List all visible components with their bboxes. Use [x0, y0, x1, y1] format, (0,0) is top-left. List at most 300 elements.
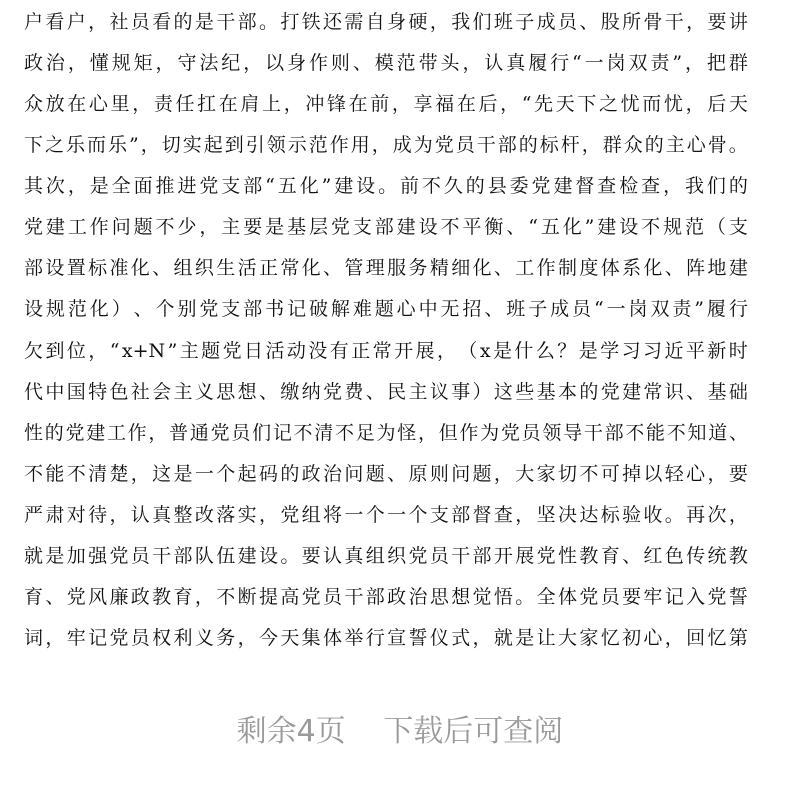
text-char: 实: [182, 134, 202, 157]
text-char: 能: [45, 462, 65, 485]
text-char: ，: [283, 93, 303, 116]
text-char: 其: [24, 175, 44, 198]
text-char: 招: [462, 298, 482, 321]
text-char: 员: [455, 134, 475, 157]
text-char: 行: [365, 626, 385, 649]
text-char: 推: [155, 175, 175, 198]
text-char: 下: [577, 93, 597, 116]
text-char: 度: [579, 257, 599, 280]
text-char: ，: [88, 339, 108, 362]
text-char: 队: [194, 544, 214, 567]
text-char: 干: [451, 544, 471, 567]
text-char: 之: [45, 134, 65, 157]
text-char: 衡: [484, 216, 504, 239]
text-char: 真: [344, 544, 364, 567]
text-char: ”: [129, 134, 139, 157]
text-char: “: [528, 216, 538, 239]
text-char: ，: [155, 52, 175, 75]
text-char: 化: [643, 257, 663, 280]
text-char: 不: [155, 216, 175, 239]
text-char: 设: [24, 298, 44, 321]
text-char: ，: [148, 421, 168, 444]
text-char: 管: [344, 257, 364, 280]
text-char: 肃: [45, 503, 65, 526]
text-char: 任: [175, 93, 195, 116]
text-char: 之: [599, 93, 619, 116]
text-char: 成: [536, 11, 556, 33]
text-char: 。: [280, 544, 300, 567]
text-char: 股: [600, 11, 620, 33]
text-char: 入: [686, 585, 706, 608]
text-char: 缴: [280, 380, 300, 403]
text-char: 党: [301, 585, 321, 608]
text-char: 设: [258, 544, 278, 567]
text-char: 部: [243, 175, 263, 198]
text-char: 议: [429, 380, 449, 403]
text-char: 作: [459, 421, 479, 444]
text-line: [24, 166, 748, 207]
text-char: 忆: [600, 626, 620, 649]
text-char: 切: [557, 462, 577, 485]
text-char: 范: [684, 216, 704, 239]
text-char: 班: [506, 298, 526, 321]
text-char: 日: [244, 339, 264, 362]
text-char: 在: [218, 93, 238, 116]
text-char: 干: [152, 544, 172, 567]
text-char: ，: [429, 11, 449, 33]
text-char: 不: [666, 421, 686, 444]
text-char: 岗: [606, 52, 626, 75]
text-char: 建: [396, 216, 416, 239]
text-line: [24, 43, 748, 84]
text-char: ？: [557, 339, 577, 362]
text-char: 活: [237, 257, 257, 280]
text-line: [24, 331, 748, 372]
text-char: 用: [350, 134, 370, 157]
text-line: [24, 289, 748, 330]
text-char: ”: [584, 216, 595, 239]
text-line: [24, 248, 748, 289]
text-char: 特: [88, 380, 108, 403]
text-char: 党: [199, 298, 219, 321]
text-char: 党: [707, 585, 727, 608]
text-char: 费: [344, 380, 364, 403]
text-char: ，: [663, 175, 683, 198]
text-char: 题: [472, 462, 492, 485]
text-char: ，: [707, 462, 727, 485]
text-char: 家: [579, 626, 599, 649]
text-char: 党: [210, 421, 230, 444]
text-char: 一: [387, 503, 407, 526]
text-char: 责: [153, 93, 173, 116]
text-char: 部: [451, 503, 471, 526]
text-char: 清: [314, 421, 334, 444]
text-char: 建: [597, 216, 617, 239]
text-char: 、: [686, 380, 706, 403]
text-char: 掉: [622, 462, 642, 485]
text-char: 硬: [408, 11, 428, 33]
text-char: 群: [602, 134, 622, 157]
text-char: ，: [436, 339, 456, 362]
text-char: 不: [421, 175, 441, 198]
text-char: 常: [280, 257, 300, 280]
text-char: 。: [258, 11, 278, 33]
text-char: 习: [621, 339, 641, 362]
text-char: 楚: [109, 462, 129, 485]
text-char: 查: [493, 503, 513, 526]
text-char: 我: [451, 11, 471, 33]
text-char: 带: [418, 52, 438, 75]
text-char: 、: [352, 52, 372, 75]
text-char: 再: [686, 503, 706, 526]
text-char: ，: [88, 11, 108, 33]
text-char: 轻: [664, 462, 684, 485]
text-char: 锋: [326, 93, 346, 116]
text-char: 下: [24, 134, 44, 157]
text-char: 乐: [66, 134, 86, 157]
text-char: 员: [521, 421, 541, 444]
text-char: 认: [484, 52, 504, 75]
text-char: 近: [664, 339, 684, 362]
text-char: 、: [579, 11, 599, 33]
text-char: 部: [237, 11, 257, 33]
text-char: 不: [66, 462, 86, 485]
text-char: 提: [258, 585, 278, 608]
text-char: 主: [221, 216, 241, 239]
text-char: 坚: [536, 503, 556, 526]
text-char: 红: [643, 544, 663, 567]
text-char: 后: [478, 93, 498, 116]
text-char: 。: [664, 503, 684, 526]
text-char: 无: [440, 298, 460, 321]
text-line: [24, 84, 748, 125]
text-char: 上: [262, 93, 282, 116]
text-char: 所: [622, 11, 642, 33]
text-char: 是: [515, 626, 535, 649]
text-char: 部: [604, 421, 624, 444]
text-char: 党: [536, 544, 556, 567]
text-char: 身: [387, 11, 407, 33]
text-char: 在: [348, 93, 368, 116]
text-char: 标: [539, 134, 559, 157]
text-char: 设: [45, 257, 65, 280]
text-char: 育: [24, 585, 44, 608]
text-char: 准: [109, 257, 129, 280]
text-char: 员: [130, 544, 150, 567]
text-char: 需: [344, 11, 364, 33]
text-char: 建: [237, 544, 257, 567]
text-char: 享: [413, 93, 433, 116]
text-char: 开: [493, 544, 513, 567]
text-char: 支: [352, 216, 372, 239]
text-char: 基: [287, 216, 307, 239]
text-char: 的: [644, 134, 664, 157]
text-char: 子: [515, 11, 535, 33]
text-char: 规: [111, 52, 131, 75]
text-char: 建: [622, 380, 642, 403]
text-char: 通: [189, 421, 209, 444]
text-char: 的: [465, 175, 485, 198]
text-char: 心: [686, 462, 706, 485]
text-char: “: [265, 175, 275, 198]
text-char: 标: [88, 257, 108, 280]
text-char: 党: [65, 421, 85, 444]
text-char: 领: [542, 421, 562, 444]
text-char: 干: [344, 585, 364, 608]
text-char: 范: [396, 52, 416, 75]
text-char: ，: [493, 462, 513, 485]
text-char: 是: [194, 11, 214, 33]
text-char: 会: [152, 380, 172, 403]
text-char: 没: [308, 339, 328, 362]
text-char: 扛: [197, 93, 217, 116]
text-char: 习: [643, 339, 663, 362]
text-char: 骨: [643, 11, 663, 33]
text-char: 、: [622, 544, 642, 567]
text-char: 把: [706, 52, 726, 75]
text-char: 党: [500, 421, 520, 444]
text-char: 员: [429, 544, 449, 567]
text-char: 真: [506, 52, 526, 75]
text-char: 纪: [221, 52, 241, 75]
text-char: 一: [194, 462, 214, 485]
text-char: 组: [301, 503, 321, 526]
text-char: 开: [394, 339, 414, 362]
text-char: 、: [323, 257, 343, 280]
text-char: 足: [355, 421, 375, 444]
text-char: 模: [374, 52, 394, 75]
text-char: 认: [130, 503, 150, 526]
text-char: 学: [600, 339, 620, 362]
text-char: 色: [109, 380, 129, 403]
text-char: 整: [173, 503, 193, 526]
text-char: 待: [88, 503, 108, 526]
text-char: 则: [330, 52, 350, 75]
text-char: 规: [45, 298, 65, 321]
text-char: ，: [686, 11, 706, 33]
text-char: 记: [287, 298, 307, 321]
text-char: 久: [443, 175, 463, 198]
text-char: 部: [497, 134, 517, 157]
text-char: 建: [728, 257, 748, 280]
text-char: 想: [237, 380, 257, 403]
text-char: 以: [643, 462, 663, 485]
text-char: 干: [664, 11, 684, 33]
text-char: 服: [387, 257, 407, 280]
text-char: 改: [194, 503, 214, 526]
text-char: 义: [194, 380, 214, 403]
text-char: 前: [370, 93, 390, 116]
text-char: 教: [152, 585, 172, 608]
text-char: 生: [216, 257, 236, 280]
text-char: 支: [429, 503, 449, 526]
text-char: 国: [66, 380, 86, 403]
text-char: ，: [684, 52, 704, 75]
text-char: 认: [323, 544, 343, 567]
text-char: 验: [622, 503, 642, 526]
text-char: 系: [622, 257, 642, 280]
text-char: 、: [506, 216, 526, 239]
text-char: 的: [280, 462, 300, 485]
text-char: 天: [280, 626, 300, 649]
text-char: 讲: [728, 11, 748, 33]
text-char: 众: [24, 93, 44, 116]
text-char: 体: [323, 626, 343, 649]
text-char: 难: [352, 298, 372, 321]
text-char: 法: [199, 52, 219, 75]
text-char: 成: [392, 134, 412, 157]
text-char: 别: [177, 298, 197, 321]
text-char: 置: [66, 257, 86, 280]
text-char: 党: [199, 175, 219, 198]
text-char: 建: [45, 216, 65, 239]
text-line: [24, 536, 748, 577]
text-char: 是: [45, 544, 65, 567]
text-char: 而: [642, 93, 662, 116]
text-char: 放: [45, 93, 65, 116]
text-char: 不: [641, 216, 661, 239]
text-char: 委: [509, 175, 529, 198]
text-char: 化: [301, 257, 321, 280]
text-char: 子: [528, 298, 548, 321]
text-char: ，: [417, 421, 437, 444]
text-char: 到: [45, 339, 65, 362]
text-char: （: [706, 216, 726, 239]
text-char: 记: [664, 585, 684, 608]
text-char: 建: [86, 421, 106, 444]
text-char: ，: [685, 93, 705, 116]
text-char: 社: [130, 380, 150, 403]
text-char: 看: [45, 11, 65, 33]
text-char: 原: [408, 462, 428, 485]
text-char: 支: [221, 298, 241, 321]
text-char: 破: [308, 298, 328, 321]
text-char: 福: [435, 93, 455, 116]
download-hint-label: 下载后可查阅: [383, 714, 564, 749]
text-char: 次: [707, 503, 727, 526]
text-char: 忧: [620, 93, 640, 116]
text-char: 清: [88, 462, 108, 485]
text-char: 阵: [686, 257, 706, 280]
text-char: 少: [177, 216, 197, 239]
text-char: 有: [329, 339, 349, 362]
text-char: 些: [515, 380, 535, 403]
text-char: 进: [177, 175, 197, 198]
text-char: 可: [600, 462, 620, 485]
text-char: 心: [643, 626, 663, 649]
text-char: 就: [493, 626, 513, 649]
text-char: 这: [493, 380, 513, 403]
text-char: 工: [515, 257, 535, 280]
text-char: 平: [685, 339, 705, 362]
text-char: 是: [492, 339, 512, 362]
text-char: 、: [45, 585, 65, 608]
text-char: 、: [387, 462, 407, 485]
text-char: 忧: [663, 93, 683, 116]
download-prompt[interactable]: [0, 706, 800, 750]
text-char: 基: [707, 380, 727, 403]
text-char: 宣: [387, 626, 407, 649]
text-char: 觉: [472, 585, 492, 608]
text-char: ，: [581, 134, 601, 157]
text-char: 怪: [397, 421, 417, 444]
text-char: 党: [323, 380, 343, 403]
text-char: 决: [557, 503, 577, 526]
text-char: 作: [536, 257, 556, 280]
text-char: 加: [66, 544, 86, 567]
text-char: 支: [728, 216, 748, 239]
text-char: 干: [583, 421, 603, 444]
text-char: 个: [408, 503, 428, 526]
text-char: 悟: [493, 585, 513, 608]
text-char: 设: [418, 216, 438, 239]
text-char: 欠: [24, 339, 44, 362]
text-char: 题: [133, 216, 153, 239]
text-char: 的: [728, 175, 748, 198]
text-char: ”: [167, 339, 178, 362]
text-char: 党: [109, 626, 129, 649]
text-char: 常: [643, 380, 663, 403]
text-char: 政: [387, 585, 407, 608]
text-char: 次: [45, 175, 65, 198]
text-char: 员: [557, 11, 577, 33]
text-char: 心: [396, 298, 416, 321]
text-char: 中: [45, 380, 65, 403]
text-char: 范: [67, 298, 87, 321]
text-char: 平: [462, 216, 482, 239]
text-char: 思: [216, 380, 236, 403]
text-char: 利: [173, 626, 193, 649]
text-char: 干: [476, 134, 496, 157]
text-char: 大: [557, 626, 577, 649]
text-char: 动: [286, 339, 306, 362]
text-char: 员: [130, 626, 150, 649]
text-char: 严: [24, 503, 44, 526]
text-char: 的: [518, 134, 538, 157]
text-char: 政: [130, 585, 150, 608]
text-char: 党: [330, 216, 350, 239]
text-char: 们: [472, 11, 492, 33]
text-char: 员: [572, 298, 592, 321]
text-char: 部: [243, 298, 263, 321]
text-char: 细: [451, 257, 471, 280]
text-char: 常: [372, 339, 392, 362]
text-char: 干: [216, 11, 236, 33]
text-char: 员: [231, 421, 251, 444]
text-char: （: [458, 339, 478, 362]
text-char: 对: [66, 503, 86, 526]
text-char: 的: [44, 421, 64, 444]
text-char: 党: [579, 585, 599, 608]
text-char: 义: [194, 626, 214, 649]
text-char: 们: [252, 421, 272, 444]
text-char: 督: [575, 175, 595, 198]
text-char: 五: [277, 175, 297, 198]
text-char: 色: [664, 544, 684, 567]
text-char: 统: [707, 544, 727, 567]
text-char: 查: [641, 175, 661, 198]
text-char: 责: [650, 52, 670, 75]
text-char: 理: [365, 257, 385, 280]
text-char: 天: [728, 93, 748, 116]
text-char: 、: [493, 257, 513, 280]
text-char: 层: [308, 216, 328, 239]
text-char: 、: [258, 380, 278, 403]
text-char: 书: [265, 298, 285, 321]
text-char: 不: [293, 421, 313, 444]
text-char: ，: [199, 216, 219, 239]
text-char: 强: [88, 544, 108, 567]
